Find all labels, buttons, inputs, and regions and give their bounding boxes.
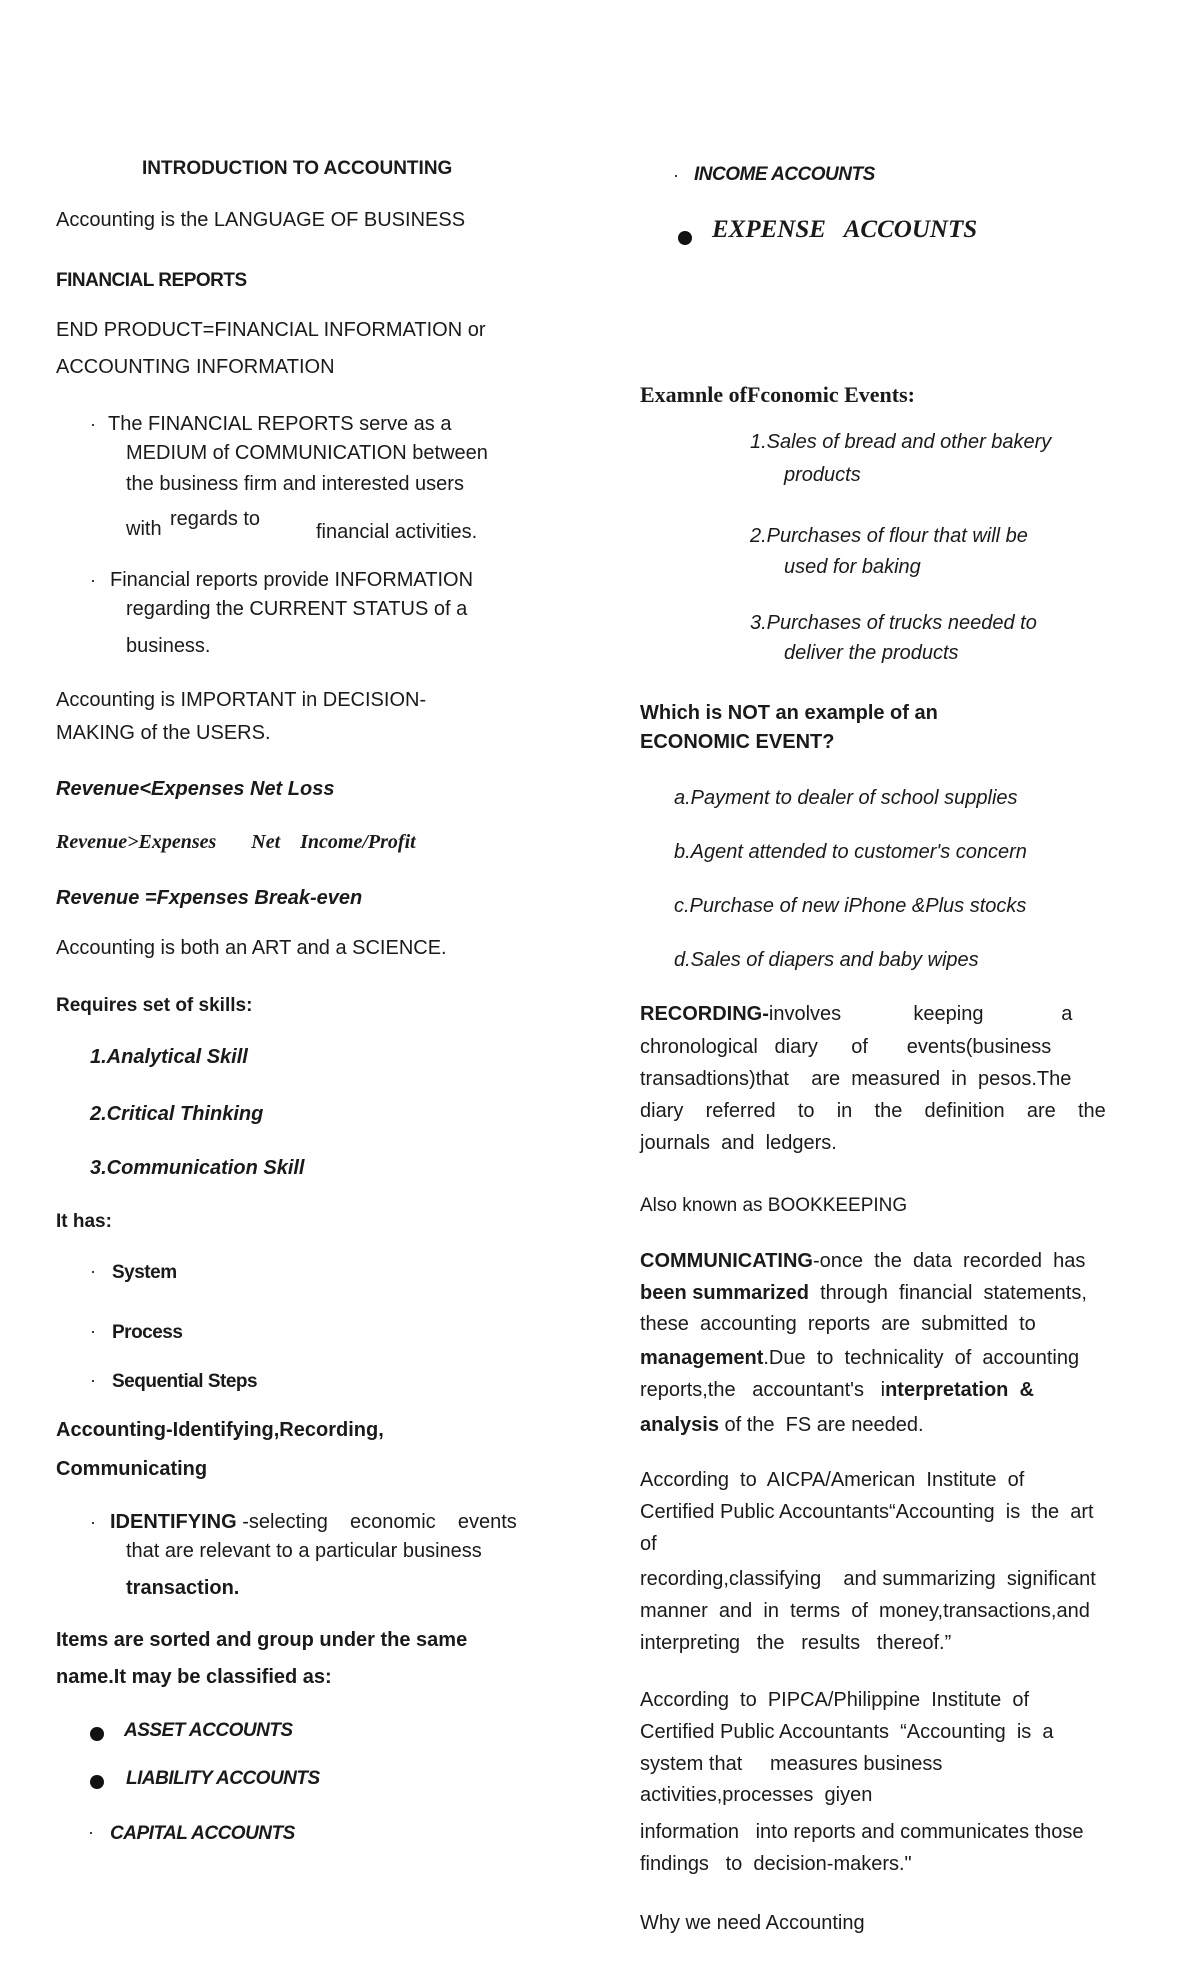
pipca-line-5: information into reports and communicates those — [640, 1821, 1084, 1843]
recording-rest: involves keeping a — [768, 1003, 1073, 1025]
identifying-rest: -selecting economic events — [236, 1511, 517, 1533]
aicpa-line-3: of — [640, 1533, 657, 1555]
aicpa-line-4: recording,classifying and summarizing significant — [640, 1568, 1096, 1590]
has-item-system: System — [112, 1262, 177, 1283]
management-term: management — [640, 1347, 764, 1369]
option-a: a.Payment to dealer of school supplies — [674, 787, 1018, 809]
option-c: c.Purchase of new iPhone &Plus stocks — [674, 895, 1027, 917]
event-2-line-2: used for baking — [784, 556, 921, 578]
filled-bullet-icon — [678, 224, 692, 250]
aicpa-line-2: Certified Public Accountants“Accounting is the art — [640, 1501, 1094, 1523]
sorted-line-2: name.It may be classified as: — [56, 1666, 332, 1688]
end-product-line-1: END PRODUCT=FINANCIAL INFORMATION or — [56, 319, 486, 341]
interpretation-term: nterpretation & — [885, 1379, 1034, 1401]
account-asset: ASSET ACCOUNTS — [124, 1720, 293, 1741]
identifying-term: IDENTIFYING — [110, 1511, 237, 1533]
question-line-2: ECONOMIC EVENT? — [640, 731, 835, 753]
bullet1-line-4c: financial activities. — [316, 521, 478, 543]
bullet2-line-2: regarding the CURRENT STATUS of a — [126, 598, 468, 620]
end-product-line-2: ACCOUNTING INFORMATION — [56, 356, 335, 378]
event-1-line-1: 1.Sales of bread and other bakery — [750, 431, 1052, 453]
bullet2-line-3: business. — [126, 635, 211, 657]
pipca-line-6: findings to decision-makers." — [640, 1853, 912, 1875]
bullet1-line-4b: regards to — [170, 508, 261, 530]
communicating-line-6-rest: of the FS are needed. — [718, 1414, 924, 1436]
language-line: Accounting is the LANGUAGE OF BUSINESS — [56, 209, 466, 231]
recording-term: RECORDING- — [640, 1003, 769, 1025]
why-line: Why we need Accounting — [640, 1912, 865, 1934]
bullet1-line-3: the business firm and interested users — [126, 473, 464, 495]
net-loss-line: Revenue<Expenses Net Loss — [56, 778, 335, 800]
bullet1-line-1: The FINANCIAL REPORTS serve as a — [108, 413, 452, 435]
has-item-process: Process — [112, 1322, 183, 1343]
summarized-term: been summarized — [640, 1282, 809, 1304]
event-2-line-1: 2.Purchases of flour that will be — [750, 525, 1028, 547]
aicpa-line-5: manner and in terms of money,transactions,and — [640, 1600, 1090, 1622]
accounting-definition-line-2: Communicating — [56, 1458, 208, 1480]
skills-heading: Requires set of skills: — [56, 995, 253, 1016]
account-capital: CAPITAL ACCOUNTS — [110, 1823, 295, 1844]
it-has-heading: It has: — [56, 1211, 112, 1232]
identifying-line-2: that are relevant to a particular business — [126, 1540, 482, 1562]
skill-analytical: 1.Analytical Skill — [90, 1046, 248, 1068]
break-even-line: Revenue =Fxpenses Break-even — [56, 887, 363, 909]
pipca-line-3: system that measures business — [640, 1753, 943, 1775]
skill-critical-thinking: 2.Critical Thinking — [90, 1103, 264, 1125]
communicating-line-4 — [640, 1345, 1079, 1371]
financial-reports-heading: FINANCIAL REPORTS — [56, 270, 247, 291]
has-item-sequential-steps: Sequential Steps — [112, 1371, 258, 1392]
pipca-line-1: According to PIPCA/Philippine Institute of — [640, 1689, 1030, 1711]
example-heading: Examnle ofFconomic Events: — [640, 382, 915, 407]
filled-bullet-icon — [90, 1720, 104, 1746]
recording-line-5: journals and ledgers. — [640, 1132, 837, 1154]
question-line-1: Which is NOT an example of an — [640, 702, 938, 724]
recording-line-1 — [640, 1001, 1072, 1027]
option-d: d.Sales of diapers and baby wipes — [674, 949, 979, 971]
account-liability: LIABILITY ACCOUNTS — [126, 1768, 320, 1789]
communicating-line-2 — [640, 1280, 1087, 1306]
communicating-line-5-start: reports,the accountant's i — [640, 1379, 886, 1401]
bullet-dot-icon: · — [90, 1512, 96, 1532]
bullet2-line-1: Financial reports provide INFORMATION — [110, 569, 474, 591]
event-3-line-1: 3.Purchases of trucks needed to — [750, 612, 1037, 634]
communicating-line-4-rest: .Due to technicality of accounting — [763, 1347, 1080, 1369]
recording-line-4: diary referred to in the definition are the — [640, 1100, 1106, 1122]
recording-line-3: transadtions)that are measured in pesos.The — [640, 1068, 1072, 1090]
identifying-line-1 — [110, 1509, 517, 1535]
event-1-line-2: products — [784, 464, 861, 486]
bullet-dot-icon: · — [673, 165, 679, 185]
option-b: b.Agent attended to customer's concern — [674, 841, 1027, 863]
communicating-line-6 — [640, 1412, 924, 1438]
sorted-line-1: Items are sorted and group under the same — [56, 1629, 468, 1651]
bullet-dot-icon: · — [90, 1370, 96, 1390]
accounting-definition-line-1: Accounting-Identifying,Recording, — [56, 1419, 384, 1441]
aicpa-line-1: According to AICPA/American Institute of — [640, 1469, 1025, 1491]
bullet-dot-icon: · — [88, 1822, 94, 1842]
bookkeeping-line: Also known as BOOKKEEPING — [640, 1195, 908, 1216]
account-expense: EXPENSE ACCOUNTS — [712, 216, 978, 243]
page-title: INTRODUCTION TO ACCOUNTING — [142, 158, 453, 179]
bullet1-line-4a: with — [126, 518, 162, 540]
art-science-line: Accounting is both an ART and a SCIENCE. — [56, 937, 447, 959]
bullet-dot-icon: · — [90, 1261, 96, 1281]
filled-bullet-icon — [90, 1768, 104, 1794]
aicpa-line-6: interpreting the results thereof.” — [640, 1632, 952, 1654]
event-3-line-2: deliver the products — [784, 642, 959, 664]
bullet-dot-icon: · — [90, 570, 96, 590]
communicating-line-3: these accounting reports are submitted to — [640, 1313, 1036, 1335]
recording-line-2: chronological diary of events(business — [640, 1036, 1052, 1058]
important-line-1: Accounting is IMPORTANT in DECISION- — [56, 689, 427, 711]
identifying-line-3: transaction. — [126, 1577, 240, 1599]
communicating-line-5 — [640, 1377, 1034, 1403]
account-income: INCOME ACCOUNTS — [694, 164, 875, 185]
analysis-term: analysis — [640, 1414, 719, 1436]
communicating-line-1 — [640, 1248, 1085, 1274]
bullet-dot-icon: · — [90, 414, 96, 434]
bullet-dot-icon: · — [90, 1321, 96, 1341]
bullet1-line-2: MEDIUM of COMMUNICATION between — [126, 442, 488, 464]
pipca-line-2: Certified Public Accountants “Accounting is a — [640, 1721, 1054, 1743]
communicating-term: COMMUNICATING — [640, 1250, 813, 1272]
pipca-line-4: activities,processes giyen — [640, 1784, 873, 1806]
important-line-2: MAKING of the USERS. — [56, 722, 271, 744]
communicating-rest: -once the data recorded has — [812, 1250, 1086, 1272]
communicating-line-2-rest: through financial statements, — [808, 1282, 1087, 1304]
skill-communication: 3.Communication Skill — [90, 1157, 305, 1179]
net-income-line: Revenue>Expenses Net Income/Profit — [56, 831, 416, 853]
